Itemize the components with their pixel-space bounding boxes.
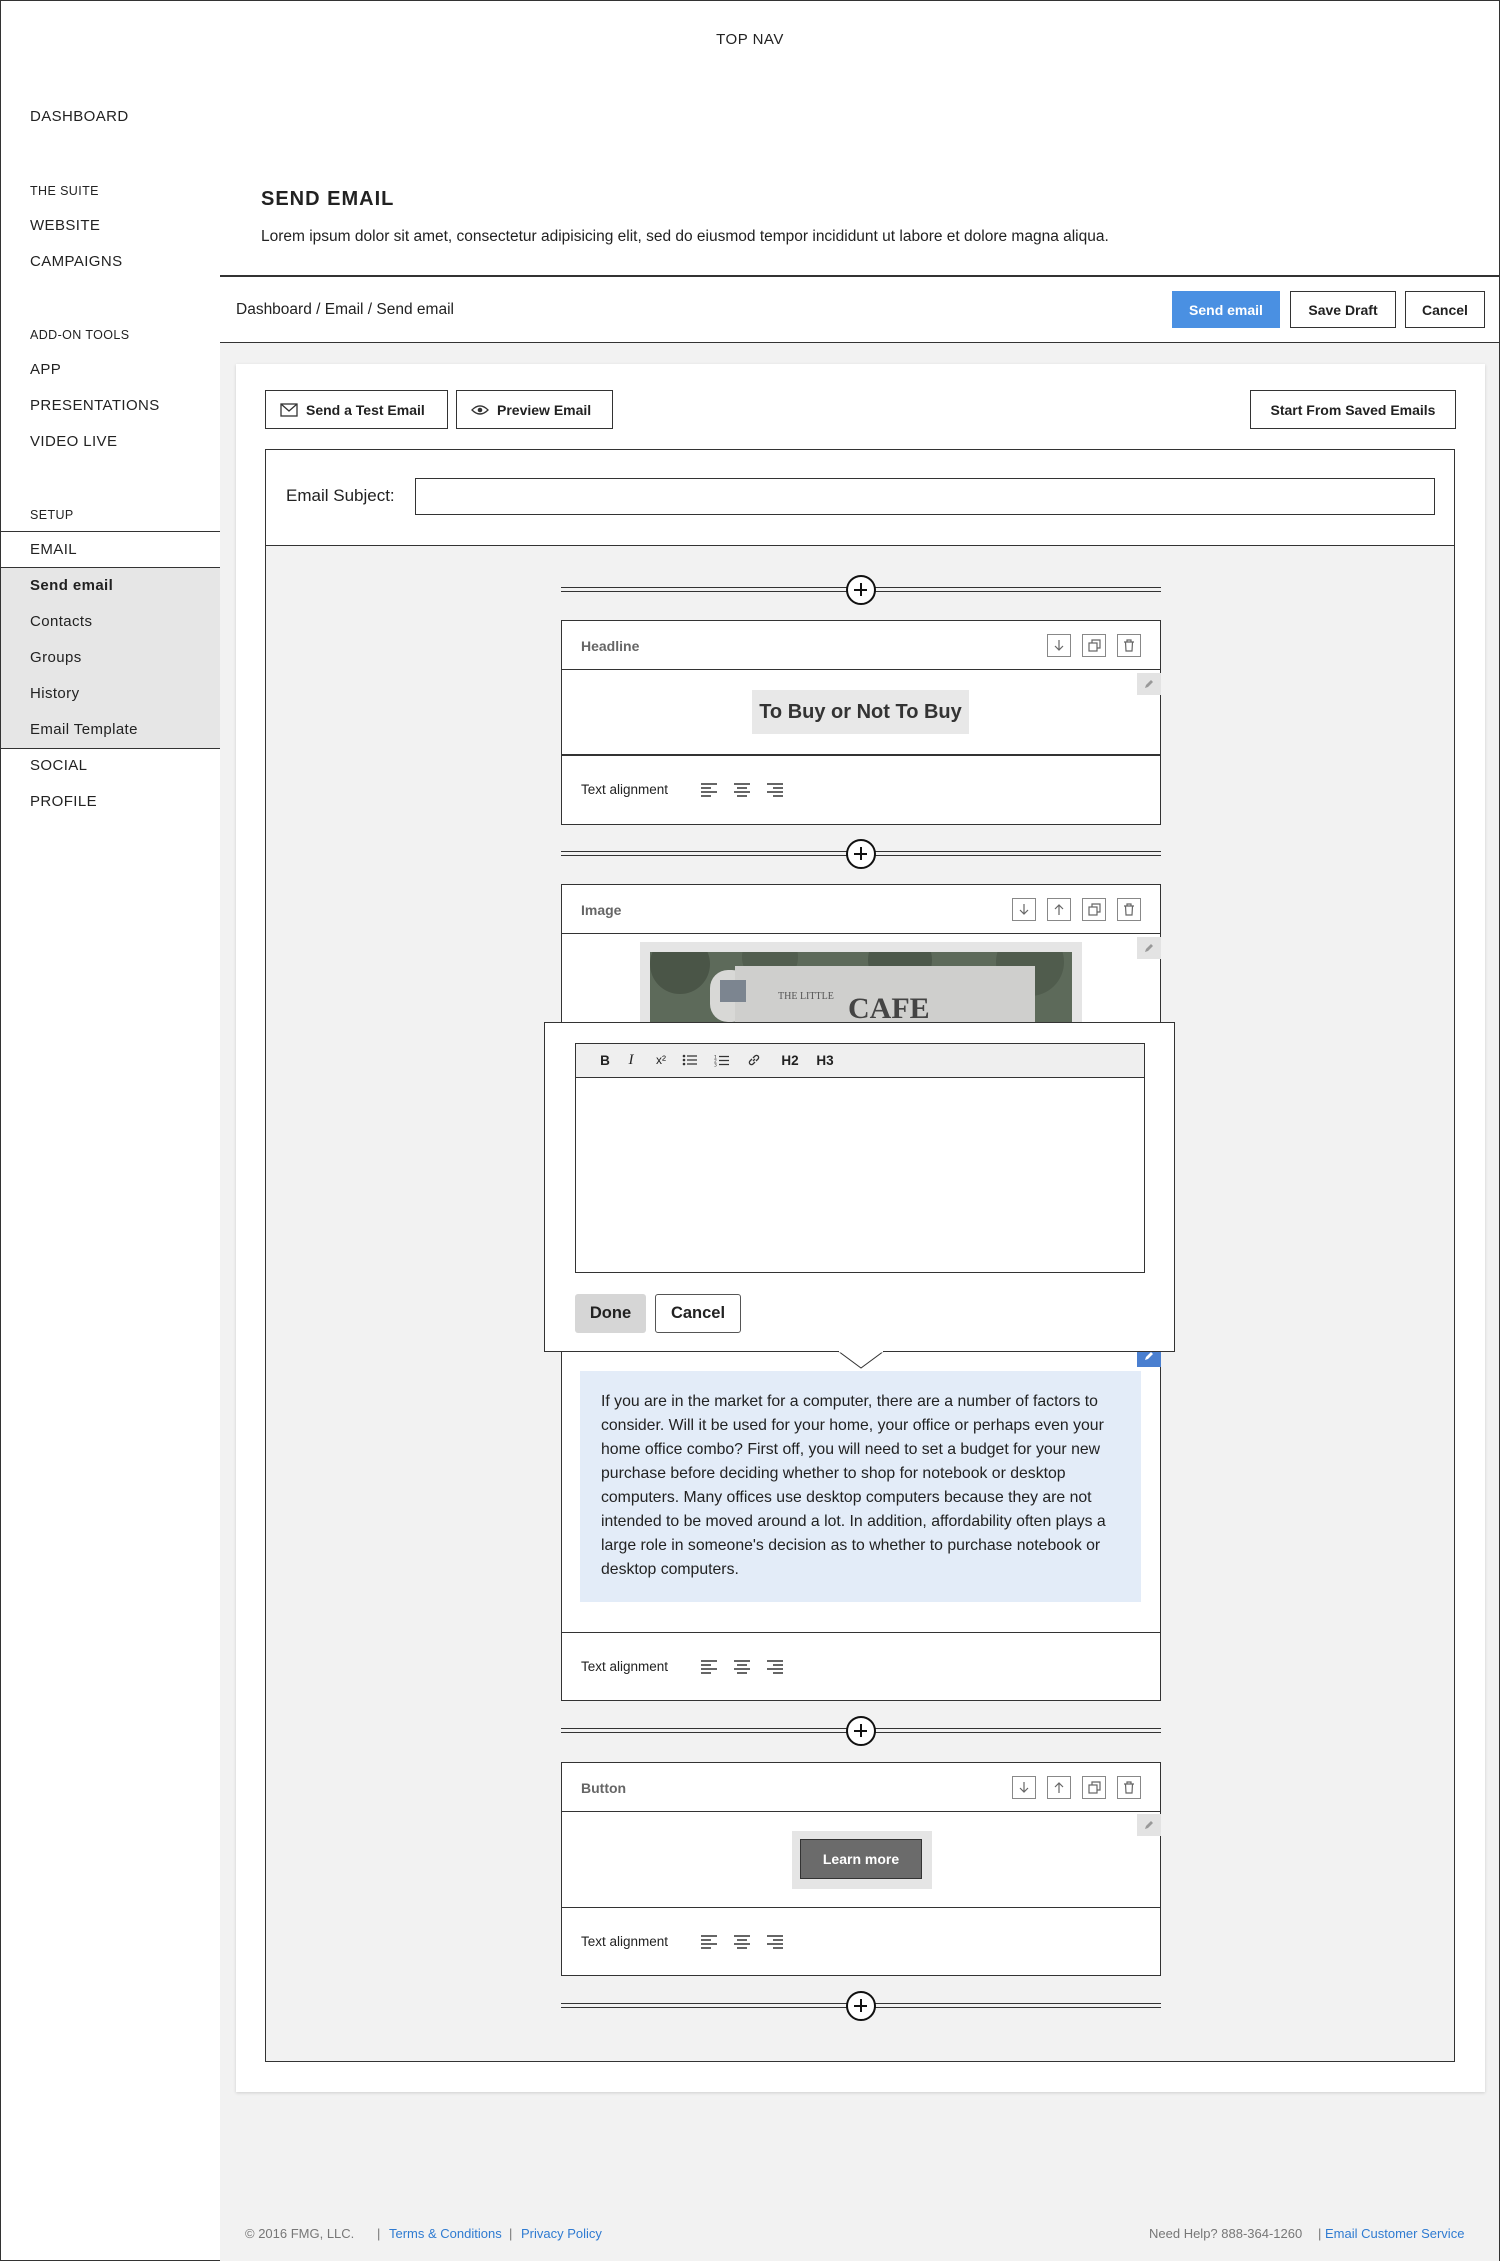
add-block-icon[interactable] <box>846 575 876 605</box>
start-from-saved-label: Start From Saved Emails <box>1270 401 1436 418</box>
sidebar-item-email[interactable]: EMAIL <box>30 541 78 558</box>
edit-pencil-icon[interactable] <box>1137 673 1161 695</box>
block-header <box>562 1763 1160 1812</box>
align-left-icon[interactable] <box>700 783 718 797</box>
sidebar-item-presentations[interactable]: PRESENTATIONS <box>30 397 160 414</box>
sidebar-item-history[interactable]: History <box>30 685 80 702</box>
page-header <box>220 78 1500 277</box>
link-icon[interactable] <box>744 1050 764 1070</box>
heading-3-button[interactable]: H3 <box>816 1052 834 1068</box>
align-center-icon[interactable] <box>733 783 751 797</box>
trash-icon[interactable] <box>1117 1776 1141 1799</box>
customer-service-link[interactable]: Email Customer Service <box>1325 2226 1465 2241</box>
align-center-icon[interactable] <box>733 1660 751 1674</box>
edit-pencil-icon[interactable] <box>1137 1814 1161 1836</box>
subject-label: Email Subject: <box>286 486 395 505</box>
send-email-button[interactable]: Send email <box>1172 291 1280 328</box>
block-header <box>562 621 1160 670</box>
align-right-icon[interactable] <box>766 1660 784 1674</box>
move-up-icon[interactable] <box>1047 1776 1071 1799</box>
move-down-icon[interactable] <box>1047 634 1071 657</box>
footer-separator: | <box>377 2226 381 2241</box>
sidebar <box>0 78 221 2261</box>
align-left-icon[interactable] <box>700 1660 718 1674</box>
svg-text:1: 1 <box>714 1055 717 1060</box>
sidebar-item-groups[interactable]: Groups <box>30 649 82 666</box>
numbered-list-icon[interactable] <box>712 1050 732 1070</box>
copyright: © 2016 FMG, LLC. <box>245 2226 355 2241</box>
sidebar-item-contacts[interactable]: Contacts <box>30 613 93 630</box>
sidebar-item-social[interactable]: SOCIAL <box>30 757 88 774</box>
sidebar-item-campaigns[interactable]: CAMPAIGNS <box>30 253 123 270</box>
sidebar-heading-addons: ADD-ON TOOLS <box>30 328 130 342</box>
page-title: SEND EMAIL <box>261 188 395 210</box>
preview-email-button[interactable] <box>456 390 613 429</box>
sidebar-heading-suite: THE SUITE <box>30 184 99 198</box>
text-alignment-row <box>562 754 1160 823</box>
cancel-button[interactable]: Cancel <box>1405 291 1485 328</box>
move-up-icon[interactable] <box>1047 898 1071 921</box>
sidebar-item-app[interactable]: APP <box>30 361 62 378</box>
learn-more-button[interactable]: Learn more <box>800 1839 922 1879</box>
move-down-icon[interactable] <box>1012 1776 1036 1799</box>
page-description: Lorem ipsum dolor sit amet, consectetur adipisicing elit, sed do eiusmod tempor incididunt ut labore et dolore magna aliqua. <box>261 228 1109 245</box>
block-title: Headline <box>581 638 640 654</box>
cafe-sign-small: THE LITTLE <box>778 991 834 1002</box>
align-right-icon[interactable] <box>766 1935 784 1949</box>
superscript-button[interactable]: x² <box>656 1053 666 1067</box>
block-title: Button <box>581 1780 627 1796</box>
cafe-sign-big: CAFE <box>848 992 930 1022</box>
terms-link[interactable]: Terms & Conditions <box>389 2226 502 2241</box>
top-nav <box>0 0 1500 79</box>
text-alignment-row <box>562 1907 1160 1976</box>
footer-separator: | <box>509 2226 513 2241</box>
footer-separator: | <box>1318 2226 1322 2241</box>
edit-pencil-icon[interactable] <box>1137 937 1161 959</box>
svg-text:3: 3 <box>714 1063 717 1067</box>
breadcrumb[interactable]: Dashboard / Email / Send email <box>236 301 454 318</box>
trash-icon[interactable] <box>1117 634 1141 657</box>
popover-arrow <box>838 1351 884 1369</box>
done-button[interactable]: Done <box>575 1294 646 1333</box>
rich-text-area[interactable] <box>575 1077 1145 1273</box>
eye-icon <box>471 404 489 416</box>
move-down-icon[interactable] <box>1012 898 1036 921</box>
text-alignment-label: Text alignment <box>581 1934 669 1949</box>
help-phone: Need Help? 888-364-1260 <box>1149 2226 1303 2241</box>
body-text[interactable]: If you are in the market for a computer, there are a number of factors to consider. Will it be used for your home, your office or perhaps even your home office combo? First off, you will need to set a budget for your new purchase before deciding whether to shop for notebook or desktop computers. Many offices use desktop computers because they are not intended to be moved around a lot. In addition, affordability often plays a large role in someone's decision as to whether to purchase notebook or desktop computers. <box>601 1393 1106 1578</box>
text-alignment-label: Text alignment <box>581 782 669 797</box>
sidebar-heading-setup: SETUP <box>30 508 74 522</box>
block-title: Image <box>581 902 622 918</box>
start-from-saved-button[interactable] <box>1250 390 1456 429</box>
headline-text[interactable]: To Buy or Not To Buy <box>752 690 969 734</box>
bullet-list-icon[interactable] <box>680 1050 700 1070</box>
sidebar-item-website[interactable]: WEBSITE <box>30 217 101 234</box>
sidebar-item-profile[interactable]: PROFILE <box>30 793 97 810</box>
duplicate-icon[interactable] <box>1082 1776 1106 1799</box>
sidebar-item-dashboard[interactable]: DASHBOARD <box>30 108 129 125</box>
send-test-email-button[interactable] <box>265 390 448 429</box>
align-right-icon[interactable] <box>766 783 784 797</box>
heading-2-button[interactable]: H2 <box>781 1052 799 1068</box>
add-block-icon[interactable] <box>846 1716 876 1746</box>
duplicate-icon[interactable] <box>1082 898 1106 921</box>
align-center-icon[interactable] <box>733 1935 751 1949</box>
trash-icon[interactable] <box>1117 898 1141 921</box>
top-nav-label: TOP NAV <box>716 31 784 48</box>
align-left-icon[interactable] <box>700 1935 718 1949</box>
send-test-email-label: Send a Test Email <box>306 401 425 418</box>
text-alignment-label: Text alignment <box>581 1659 669 1674</box>
block-header <box>562 885 1160 934</box>
bold-button[interactable]: B <box>600 1052 610 1068</box>
cafe-truck-illustration <box>650 952 1072 1022</box>
sidebar-item-send-email[interactable]: Send email <box>30 577 114 594</box>
preview-email-label: Preview Email <box>497 401 592 418</box>
cafe-truck-image[interactable] <box>650 952 1072 1022</box>
duplicate-icon[interactable] <box>1082 634 1106 657</box>
text-alignment-row <box>562 1632 1160 1701</box>
envelope-icon <box>280 403 298 417</box>
popover-cancel-button[interactable]: Cancel <box>655 1294 741 1333</box>
sidebar-item-email-template[interactable]: Email Template <box>30 721 138 738</box>
subject-input[interactable] <box>415 478 1435 515</box>
add-block-icon[interactable] <box>846 1991 876 2021</box>
svg-text:2: 2 <box>714 1059 717 1064</box>
privacy-link[interactable]: Privacy Policy <box>521 2226 602 2241</box>
sidebar-item-video-live[interactable]: VIDEO LIVE <box>30 433 118 450</box>
save-draft-button[interactable]: Save Draft <box>1290 291 1396 328</box>
add-block-icon[interactable] <box>846 839 876 869</box>
italic-button[interactable]: I <box>628 1051 634 1068</box>
